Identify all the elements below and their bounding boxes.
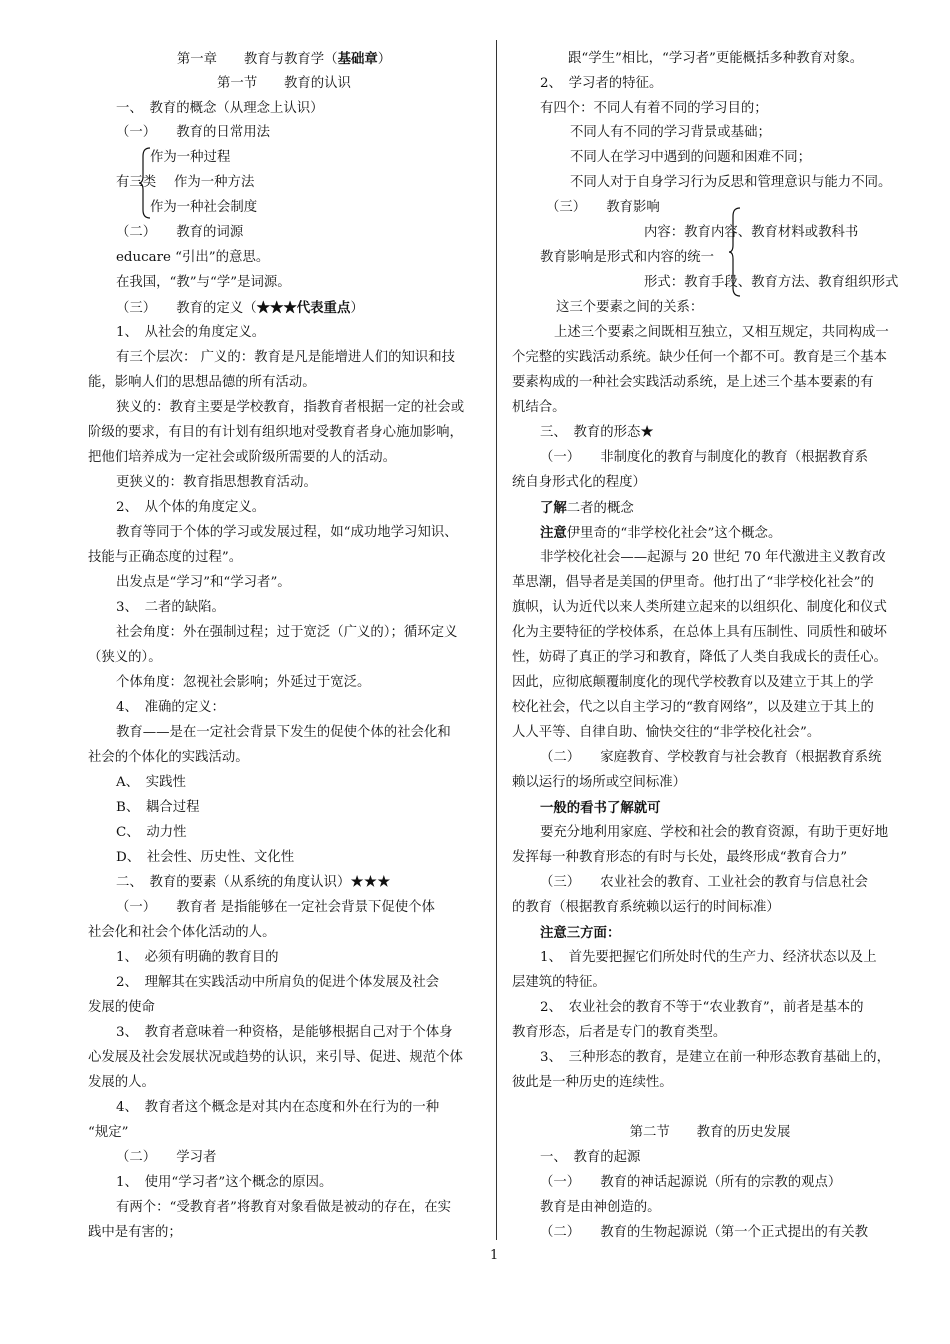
subheading: （二） 家庭教育、学校教育与社会教育（根据教育系统 — [540, 750, 882, 765]
subheading: （一） 教育的神话起源说（所有的宗教的观点） — [540, 1175, 842, 1190]
paragraph-line: 社会角度：外在强制过程；过于宽泛（广义的）；循环定义 — [116, 625, 458, 640]
paragraph-line: 发展的使命 — [88, 1000, 155, 1015]
paragraph-line: 心发展及社会发展状况或趋势的认识，来引导、促进、规范个体 — [88, 1050, 463, 1065]
list-item: 2、 农业社会的教育不等于“农业教育”，前者是基本的 — [540, 1000, 864, 1015]
list-item: 1、 首先要把握它们所处时代的生产力、经济状态以及上 — [540, 950, 877, 965]
paragraph-line: 教育形态，后者是专门的教育类型。 — [512, 1025, 727, 1040]
paragraph-line: 旗帜，认为近代以来人类所建立起来的以组织化、制度化和仪式 — [512, 600, 887, 615]
paragraph-line: 不同人有不同的学习背景或基础； — [570, 125, 771, 140]
paragraph-line: 的教育（根据教育系统赖以运行的时间标准） — [512, 900, 780, 915]
curly-brace-icon — [728, 206, 742, 298]
subheading: （二） 教育的词源 — [116, 225, 244, 240]
paragraph-line: 统自身形式化的程度） — [512, 475, 646, 490]
paragraph-line: “规定” — [88, 1125, 129, 1140]
paragraph-line: 践中是有害的； — [88, 1225, 182, 1240]
brace-label: 有三类 — [116, 175, 157, 190]
list-item: 4、 教育者这个概念是对其内在态度和外在行为的一种 — [116, 1100, 440, 1115]
heading: 一、 教育的概念（从理念上认识） — [116, 101, 324, 116]
list-item: 3、 三种形态的教育，是建立在前一种形态教育基础上的， — [540, 1050, 890, 1065]
heading: 三、 教育的形态★ — [540, 425, 654, 440]
subheading: （三） 教育影响 — [546, 200, 660, 215]
note-bold: 一般的看书了解就可 — [540, 800, 661, 816]
paragraph-line: 不同人对于自身学习行为反思和管理意识与能力不同。 — [570, 175, 892, 190]
paragraph-line: 要充分地利用家庭、学校和社会的教育资源，有助于更好地 — [540, 825, 889, 840]
paragraph-line: 教育等同于个体的学习或发展过程，如“成功地学习知识、 — [116, 525, 458, 540]
brace-item: 内容：教育内容、教育材料或教科书 — [644, 225, 859, 240]
paragraph-line: 更狭义的：教育指思想教育活动。 — [116, 475, 317, 490]
list-item: 1、 从社会的角度定义。 — [116, 325, 266, 340]
brace-item: 作为一种社会制度 — [150, 200, 258, 215]
list-item: D、 社会性、历史性、文化性 — [116, 850, 295, 865]
paragraph-line: 机结合。 — [512, 400, 566, 415]
list-item: 2、 学习者的特征。 — [540, 76, 663, 91]
heading: 一、 教育的起源 — [540, 1150, 641, 1165]
paragraph-line: 非学校化社会——起源与 20 世纪 70 年代激进主义教育改 — [540, 550, 886, 565]
note-bold: 注意三方面： — [540, 925, 621, 941]
subheading: （二） 教育的生物起源说（第一个正式提出的有关教 — [540, 1225, 869, 1240]
page-number: 1 — [490, 1248, 499, 1263]
subheading: （一） 教育者 是指能够在一定社会背景下促使个体 — [116, 900, 435, 915]
list-item: C、 动力性 — [116, 825, 187, 840]
subheading: （一） 教育的日常用法 — [116, 125, 270, 140]
heading: 二、 教育的要素（从系统的角度认识）★★★ — [116, 875, 391, 890]
brace-item: 作为一种过程 — [150, 150, 231, 165]
list-item: B、 耦合过程 — [116, 800, 200, 815]
list-item: 2、 理解其在实践活动中所肩负的促进个体发展及社会 — [116, 975, 440, 990]
paragraph-line: 能，影响人们的思想品德的所有活动。 — [88, 375, 316, 390]
paragraph-line: 层建筑的特征。 — [512, 975, 606, 990]
paragraph-line: 性，妨碍了真正的学习和教育，降低了人类自我成长的责任心。 — [512, 650, 887, 665]
paragraph-line: 校化社会，代之以自主学习的“教育网络”，以及建立于其上的 — [512, 700, 874, 715]
brace-item: 作为一种方法 — [174, 175, 255, 190]
paragraph-line: educare “引出”的意思。 — [116, 250, 270, 265]
list-item: 4、 准确的定义： — [116, 700, 225, 715]
paragraph-line: 社会化和社会个体化活动的人。 — [88, 925, 276, 940]
paragraph-line: 在我国，“教”与“学”是词源。 — [116, 275, 291, 290]
list-item: 1、 必须有明确的教育目的 — [116, 950, 279, 965]
paragraph-line: 发挥每一种教育形态的有时与长处，最终形成“教育合力” — [512, 850, 848, 865]
paragraph-line: 上述三个要素之间既相互独立，又相互规定，共同构成一 — [554, 325, 889, 340]
subheading: （三） 教育的定义（★★★代表重点） — [116, 300, 364, 316]
section-title: 第二节 教育的历史发展 — [629, 1125, 791, 1140]
paragraph-line: 了解二者的概念 — [540, 500, 634, 516]
paragraph-line: 社会的个体化的实践活动。 — [88, 750, 249, 765]
paragraph-line: 跟“学生”相比，“学习者”更能概括多种教育对象。 — [568, 51, 864, 66]
paragraph-line: 彼此是一种历史的连续性。 — [512, 1075, 673, 1090]
chapter-title: 第一章 教育与教育学（基础章） — [176, 51, 392, 67]
list-item: 2、 从个体的角度定义。 — [116, 500, 266, 515]
paragraph-line: 技能与正确态度的过程”。 — [88, 550, 243, 565]
paragraph-line: 人人平等、自律自助、愉快交往的“非学校化社会”。 — [512, 725, 821, 740]
section-title: 第一节 教育的认识 — [217, 76, 351, 91]
paragraph-line: 不同人在学习中遇到的问题和困难不同； — [570, 150, 812, 165]
column-divider — [496, 40, 497, 1240]
paragraph-line: 要素构成的一种社会实践活动系统，是上述三个基本要素的有 — [512, 375, 874, 390]
paragraph-line: 因此，应彻底颠覆制度化的现代学校教育以及建立于其上的学 — [512, 675, 874, 690]
paragraph-line: （狭义的）。 — [88, 650, 162, 665]
paragraph-line: 注意伊里奇的“非学校化社会”这个概念。 — [540, 525, 782, 541]
list-item: 3、 二者的缺陷。 — [116, 600, 225, 615]
paragraph-line: 有两个：“受教育者”将教育对象看做是被动的存在，在实 — [116, 1200, 452, 1215]
list-item: 1、 使用“学习者”这个概念的原因。 — [116, 1175, 333, 1190]
subheading: （二） 学习者 — [116, 1150, 217, 1165]
paragraph-line: 狭义的：教育主要是学校教育，指教育者根据一定的社会或 — [116, 400, 465, 415]
paragraph-line: 化为主要特征的学校体系，在总体上具有压制性、同质性和破坏 — [512, 625, 887, 640]
subheading: （一） 非制度化的教育与制度化的教育（根据教育系 — [540, 450, 869, 465]
list-item: 3、 教育者意味着一种资格，是能够根据自己对于个体身 — [116, 1025, 453, 1040]
paragraph-line: 阶级的要求，有目的有计划有组织地对受教育者身心施加影响， — [88, 425, 463, 440]
brace-label: 教育影响是形式和内容的统一 — [540, 250, 715, 265]
paragraph-line: 个体角度：忽视社会影响；外延过于宽泛。 — [116, 675, 371, 690]
paragraph-line: 这三个要素之间的关系： — [556, 300, 704, 315]
brace-item: 形式：教育手段、教育方法、教育组织形式 — [644, 275, 899, 290]
paragraph-line: 有四个：不同人有着不同的学习目的； — [540, 101, 768, 116]
curly-brace-icon — [138, 146, 152, 220]
paragraph-line: 把他们培养成为一定社会或阶级所需要的人的活动。 — [88, 450, 396, 465]
subheading: （三） 农业社会的教育、工业社会的教育与信息社会 — [540, 875, 869, 890]
paragraph-line: 发展的人。 — [88, 1075, 155, 1090]
paragraph-line: 个完整的实践活动系统。缺少任何一个都不可。教育是三个基本 — [512, 350, 887, 365]
paragraph-line: 赖以运行的场所或空间标准） — [512, 775, 687, 790]
paragraph-line: 革思潮，倡导者是美国的伊里奇。他打出了“非学校化社会”的 — [512, 575, 874, 590]
list-item: A、 实践性 — [116, 775, 186, 790]
paragraph-line: 教育——是在一定社会背景下发生的促使个体的社会化和 — [116, 725, 451, 740]
paragraph-line: 有三个层次： 广义的：教育是凡是能增进人们的知识和技 — [116, 350, 456, 365]
paragraph-line: 教育是由神创造的。 — [540, 1200, 661, 1215]
paragraph-line: 出发点是“学习”和“学习者”。 — [116, 575, 291, 590]
